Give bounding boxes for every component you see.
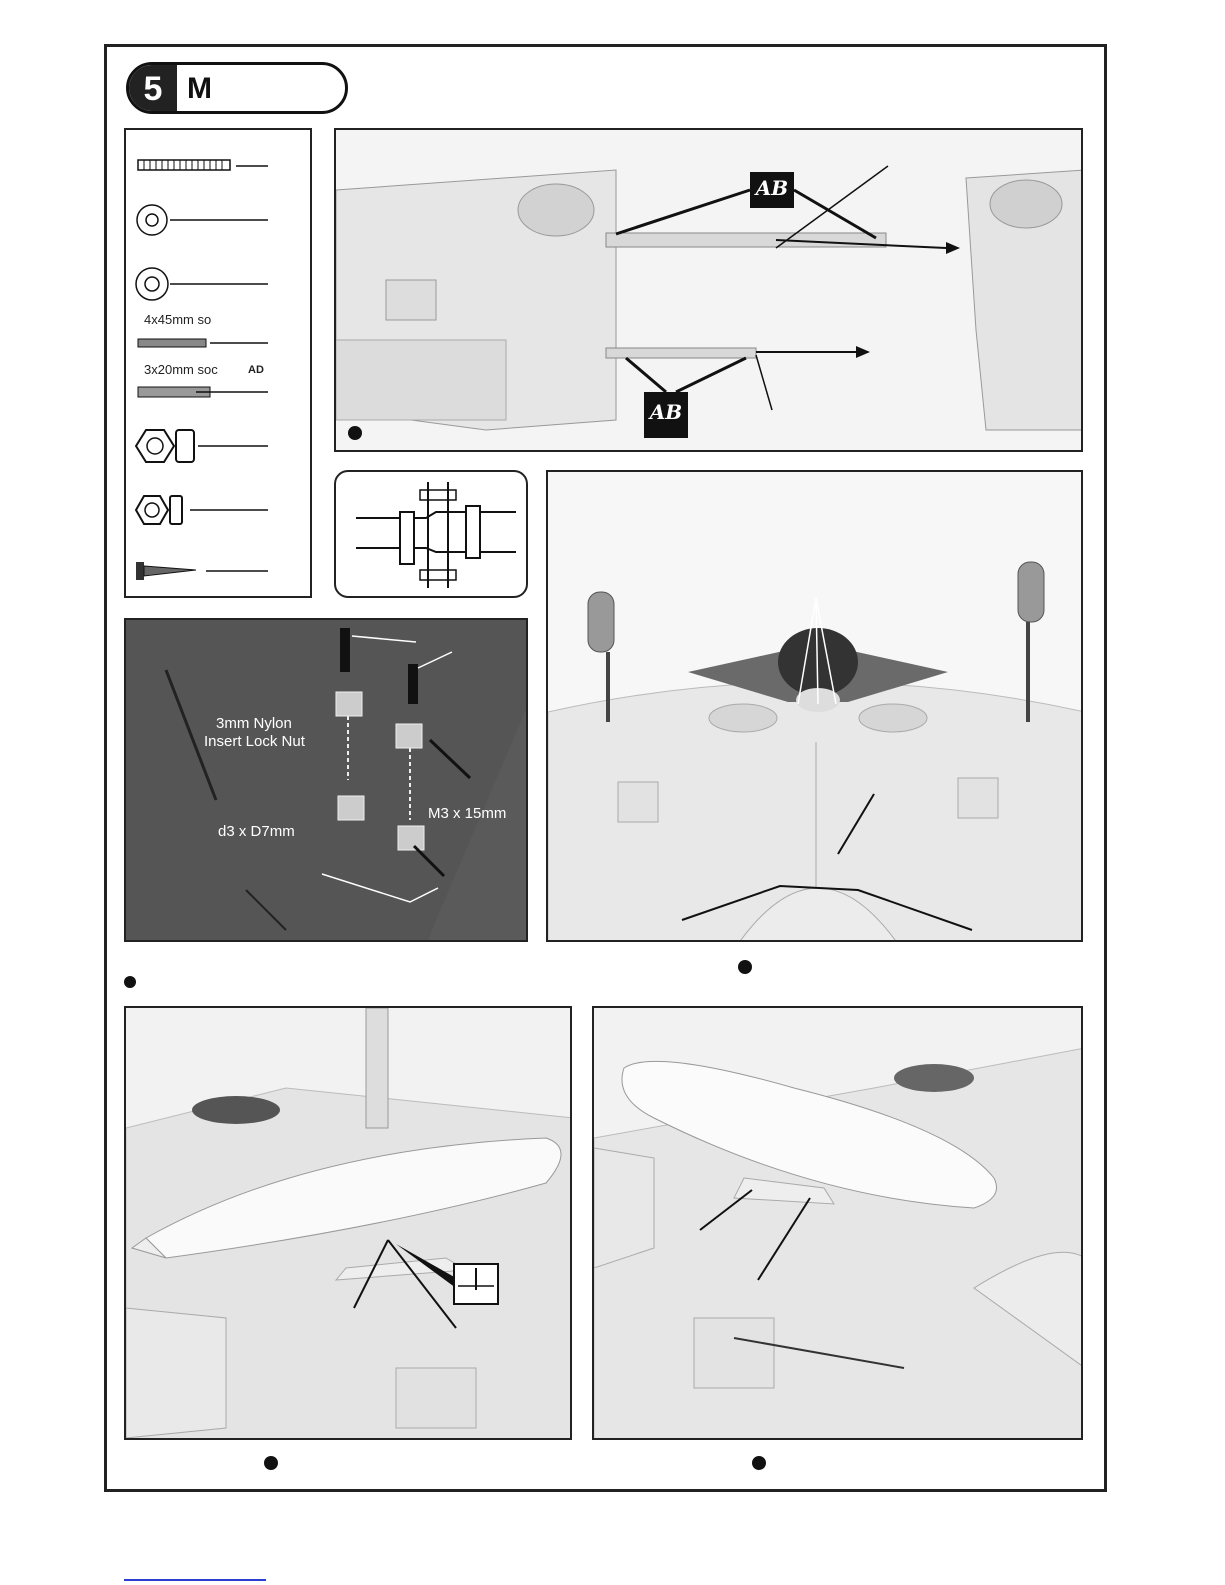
washer-label: d3 x D7mm xyxy=(218,823,295,840)
step-bullet xyxy=(264,1456,278,1470)
step-bullet xyxy=(124,976,136,988)
hinge-hardware-photo-panel xyxy=(124,618,528,942)
small-washer-icon xyxy=(137,205,268,235)
lock-nut-icon xyxy=(136,430,268,462)
socket-screw-4x45-icon xyxy=(138,339,268,347)
hex-nut-icon xyxy=(136,496,268,524)
hardware-list-panel xyxy=(124,128,312,598)
socket-screw-3x20-suffix: AD xyxy=(248,364,264,376)
step-bullet xyxy=(738,960,752,974)
nut-label-line1: 3mm Nylon xyxy=(216,715,292,732)
step-bullet xyxy=(752,1456,766,1470)
long-screw-icon xyxy=(138,160,268,170)
hinge-labels xyxy=(126,620,528,942)
socket-screw-4x45-label: 4x45mm so xyxy=(144,312,212,327)
wing-tube-illustration xyxy=(336,130,1083,452)
step-title: M xyxy=(187,72,212,105)
pod-right-illustration xyxy=(594,1008,1083,1440)
ab-badge-top: AB xyxy=(755,176,789,200)
footer-link-underline xyxy=(124,1579,266,1581)
underside-gear-photo-panel xyxy=(546,470,1083,942)
nut-label-line2: Insert Lock Nut xyxy=(204,733,305,750)
step-number: 5 xyxy=(129,65,177,111)
underside-gear-illustration xyxy=(548,472,1083,942)
large-washer-icon xyxy=(136,268,268,300)
hinge-cross-section-panel xyxy=(334,470,528,598)
step-header xyxy=(126,62,348,114)
step-bullet xyxy=(348,426,362,440)
ab-badge-bottom: AB xyxy=(649,400,683,424)
wood-screw-icon xyxy=(136,562,268,580)
pod-left-illustration xyxy=(126,1008,572,1440)
pod-install-photo-left xyxy=(124,1006,572,1440)
wing-tube-photo-panel xyxy=(334,128,1083,452)
hinge-section-diagram xyxy=(336,472,528,598)
bolt-label: M3 x 15mm xyxy=(428,805,507,822)
socket-screw-3x20-label: 3x20mm soc xyxy=(144,362,218,377)
socket-screw-3x20-icon xyxy=(138,387,268,397)
pod-install-photo-right xyxy=(592,1006,1083,1440)
